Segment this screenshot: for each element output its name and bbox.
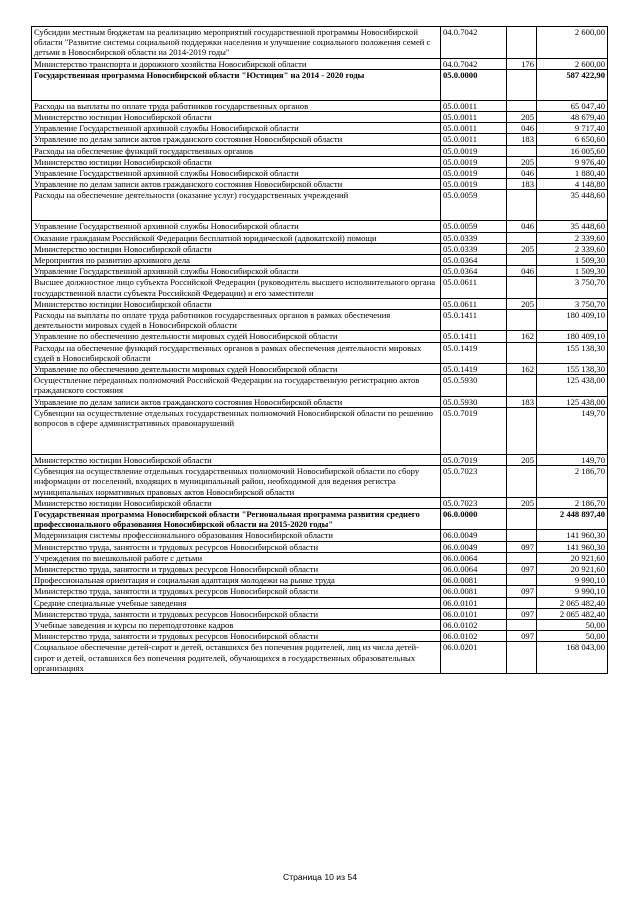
- row-name-cell: Социальное обеспечение детей-сирот и детей, оставшихся без попечения родителей, лиц из числа детей-сирот и детей, оставшихся без попечения родителей, обучающихся в государственных образовательных организациях: [32, 642, 441, 674]
- row-amount-cell: 2 339,60: [537, 243, 608, 254]
- row-amount-cell: 2 186,70: [537, 466, 608, 498]
- row-amount-cell: 35 448,60: [537, 190, 608, 221]
- table-row: [32, 69, 608, 100]
- row-code-cell: 05.0.0059: [441, 190, 507, 221]
- row-code-cell: 05.0.0019: [441, 156, 507, 167]
- row-amount-cell: 3 750,70: [537, 277, 608, 298]
- row-code-cell: 05.0.7023: [441, 466, 507, 498]
- row-amount-cell: 4 148,80: [537, 179, 608, 190]
- row-subcode-cell: 205: [507, 156, 537, 167]
- row-amount-cell: 6 650,60: [537, 134, 608, 145]
- row-amount-cell: 3 750,70: [537, 298, 608, 309]
- row-subcode-cell: [507, 100, 537, 111]
- row-code-cell: 05.0.0019: [441, 168, 507, 179]
- row-code-cell: 05.0.5930: [441, 396, 507, 407]
- row-subcode-cell: [507, 552, 537, 563]
- row-name-cell: Модернизация системы профессионального образования Новосибирской области: [32, 530, 441, 541]
- row-amount-cell: 155 138,30: [537, 364, 608, 375]
- row-name-cell: Министерство юстиции Новосибирской области: [32, 156, 441, 167]
- row-subcode-cell: [507, 27, 537, 59]
- table-row: [32, 396, 608, 407]
- table-row: [32, 608, 608, 619]
- row-name-cell: Высшее должностное лицо субъекта Российской Федерации (руководитель высшего исполнительного органа государственной власти субъекта Российской Федерации) и его заместители: [32, 277, 441, 298]
- row-name-cell: Управление по обеспечению деятельности мировых судей Новосибирской области: [32, 331, 441, 342]
- row-name-cell: Мероприятия по развитию архивного дела: [32, 255, 441, 266]
- row-name-cell: Министерство труда, занятости и трудовых ресурсов Новосибирской области: [32, 631, 441, 642]
- row-subcode-cell: 097: [507, 563, 537, 574]
- row-name-cell: Управление Государственной архивной службы Новосибирской области: [32, 123, 441, 134]
- row-name-cell: Государственная программа Новосибирской области "Региональная программа развития среднего профессионального образования Новосибирской области на 2015-2020 годы": [32, 508, 441, 529]
- row-subcode-cell: 183: [507, 396, 537, 407]
- row-amount-cell: 141 960,30: [537, 530, 608, 541]
- row-name-cell: Министерство юстиции Новосибирской области: [32, 497, 441, 508]
- row-code-cell: 05.0.0339: [441, 232, 507, 243]
- row-subcode-cell: [507, 232, 537, 243]
- row-subcode-cell: [507, 597, 537, 608]
- table-row: [32, 631, 608, 642]
- row-name-cell: Министерство юстиции Новосибирской области: [32, 243, 441, 254]
- row-subcode-cell: [507, 619, 537, 630]
- row-name-cell: Министерство юстиции Новосибирской области: [32, 298, 441, 309]
- row-subcode-cell: 183: [507, 134, 537, 145]
- row-name-cell: Расходы на выплаты по оплате труда работников государственных органов в рамках обеспечения деятельности мировых судей в Новосибирской области: [32, 310, 441, 331]
- row-subcode-cell: [507, 342, 537, 363]
- row-name-cell: Министерство юстиции Новосибирской области: [32, 112, 441, 123]
- row-amount-cell: 9 990,10: [537, 586, 608, 597]
- row-code-cell: 04.0.7042: [441, 58, 507, 69]
- row-amount-cell: 2 600,00: [537, 27, 608, 59]
- row-code-cell: 06.0.0102: [441, 631, 507, 642]
- row-code-cell: 05.0.0000: [441, 69, 507, 100]
- row-subcode-cell: [507, 69, 537, 100]
- row-amount-cell: 125 438,00: [537, 375, 608, 396]
- row-code-cell: 06.0.0049: [441, 530, 507, 541]
- table-row: [32, 112, 608, 123]
- row-name-cell: Управление по делам записи актов гражданского состояния Новосибирской области: [32, 396, 441, 407]
- table-row: [32, 27, 608, 59]
- row-code-cell: 05.0.0611: [441, 277, 507, 298]
- row-amount-cell: 1 880,40: [537, 168, 608, 179]
- row-subcode-cell: [507, 407, 537, 454]
- row-amount-cell: 50,00: [537, 619, 608, 630]
- row-subcode-cell: 046: [507, 123, 537, 134]
- row-name-cell: Расходы на обеспечение функций государственных органов: [32, 145, 441, 156]
- row-amount-cell: 168 043,00: [537, 642, 608, 674]
- row-amount-cell: 20 921,60: [537, 552, 608, 563]
- row-name-cell: Расходы на обеспечение функций государственных органов в рамках обеспечения деятельности мировых судей в Новосибирской области: [32, 342, 441, 363]
- row-code-cell: 06.0.0101: [441, 608, 507, 619]
- table-row: [32, 586, 608, 597]
- row-subcode-cell: [507, 310, 537, 331]
- table-row: [32, 123, 608, 134]
- row-amount-cell: 180 409,10: [537, 310, 608, 331]
- row-code-cell: 06.0.0081: [441, 586, 507, 597]
- row-subcode-cell: 097: [507, 541, 537, 552]
- table-row: [32, 255, 608, 266]
- table-row: [32, 642, 608, 674]
- row-subcode-cell: 046: [507, 221, 537, 232]
- row-name-cell: Министерство труда, занятости и трудовых ресурсов Новосибирской области: [32, 608, 441, 619]
- row-name-cell: Профессиональная ориентация и социальная адаптация молодежи на рынке труда: [32, 575, 441, 586]
- table-row: [32, 156, 608, 167]
- table-row: [32, 541, 608, 552]
- row-amount-cell: 1 509,30: [537, 255, 608, 266]
- table-row: [32, 552, 608, 563]
- row-code-cell: 05.0.1411: [441, 331, 507, 342]
- table-row: [32, 407, 608, 454]
- row-code-cell: 05.0.1419: [441, 342, 507, 363]
- row-amount-cell: 149,70: [537, 407, 608, 454]
- row-code-cell: 06.0.0064: [441, 552, 507, 563]
- row-amount-cell: 2 065 482,40: [537, 608, 608, 619]
- row-subcode-cell: [507, 530, 537, 541]
- table-row: [32, 497, 608, 508]
- table-row: [32, 331, 608, 342]
- table-row: [32, 310, 608, 331]
- table-row: [32, 266, 608, 277]
- row-name-cell: Управление Государственной архивной службы Новосибирской области: [32, 168, 441, 179]
- row-subcode-cell: 205: [507, 497, 537, 508]
- table-row: [32, 466, 608, 498]
- table-row: [32, 190, 608, 221]
- row-name-cell: Оказание гражданам Российской Федерации бесплатной юридической (адвокатской) помощи: [32, 232, 441, 243]
- row-code-cell: 05.0.0611: [441, 298, 507, 309]
- table-row: [32, 597, 608, 608]
- table-row: [32, 342, 608, 363]
- row-code-cell: 05.0.1411: [441, 310, 507, 331]
- row-amount-cell: 9 976,40: [537, 156, 608, 167]
- row-subcode-cell: 097: [507, 586, 537, 597]
- row-code-cell: 05.0.0011: [441, 123, 507, 134]
- table-row: [32, 179, 608, 190]
- table-row: [32, 168, 608, 179]
- row-subcode-cell: [507, 642, 537, 674]
- budget-table: [31, 26, 608, 674]
- row-code-cell: 06.0.0102: [441, 619, 507, 630]
- row-amount-cell: 9 990,10: [537, 575, 608, 586]
- row-name-cell: Управление Государственной архивной службы Новосибирской области: [32, 266, 441, 277]
- table-row: [32, 619, 608, 630]
- row-code-cell: 06.0.0064: [441, 563, 507, 574]
- row-code-cell: 05.0.0011: [441, 112, 507, 123]
- row-amount-cell: 2 339,60: [537, 232, 608, 243]
- row-name-cell: Государственная программа Новосибирской области "Юстиция" на 2014 - 2020 годы: [32, 69, 441, 100]
- row-code-cell: 06.0.0049: [441, 541, 507, 552]
- row-subcode-cell: [507, 575, 537, 586]
- row-name-cell: Расходы на выплаты по оплате труда работников государственных органов: [32, 100, 441, 111]
- table-row: [32, 563, 608, 574]
- row-name-cell: Учебные заведения и курсы по переподготовке кадров: [32, 619, 441, 630]
- row-amount-cell: 2 186,70: [537, 497, 608, 508]
- row-amount-cell: 2 600,00: [537, 58, 608, 69]
- row-subcode-cell: 205: [507, 243, 537, 254]
- row-code-cell: 05.0.0011: [441, 134, 507, 145]
- table-row: [32, 575, 608, 586]
- row-subcode-cell: 162: [507, 331, 537, 342]
- row-name-cell: Управление по делам записи актов гражданского состояния Новосибирской области: [32, 179, 441, 190]
- row-amount-cell: 1 509,30: [537, 266, 608, 277]
- row-amount-cell: 20 921,60: [537, 563, 608, 574]
- row-amount-cell: 155 138,30: [537, 342, 608, 363]
- row-name-cell: Учреждения по внешкольной работе с детьми: [32, 552, 441, 563]
- row-subcode-cell: 097: [507, 631, 537, 642]
- row-amount-cell: 149,70: [537, 454, 608, 465]
- row-subcode-cell: 205: [507, 112, 537, 123]
- row-code-cell: 05.0.0059: [441, 221, 507, 232]
- row-name-cell: Министерство юстиции Новосибирской области: [32, 454, 441, 465]
- row-subcode-cell: [507, 508, 537, 529]
- row-code-cell: 05.0.0019: [441, 179, 507, 190]
- row-amount-cell: 2 448 897,40: [537, 508, 608, 529]
- table-row: [32, 221, 608, 232]
- table-row: [32, 530, 608, 541]
- row-amount-cell: 50,00: [537, 631, 608, 642]
- table-row: [32, 277, 608, 298]
- row-subcode-cell: 205: [507, 454, 537, 465]
- row-subcode-cell: 176: [507, 58, 537, 69]
- row-amount-cell: 125 438,00: [537, 396, 608, 407]
- row-name-cell: Управление Государственной архивной службы Новосибирской области: [32, 221, 441, 232]
- row-code-cell: 05.0.5930: [441, 375, 507, 396]
- row-code-cell: 04.0.7042: [441, 27, 507, 59]
- row-amount-cell: 35 448,60: [537, 221, 608, 232]
- row-name-cell: Управление по делам записи актов гражданского состояния Новосибирской области: [32, 134, 441, 145]
- row-code-cell: 05.0.7019: [441, 454, 507, 465]
- row-subcode-cell: [507, 255, 537, 266]
- table-row: [32, 58, 608, 69]
- table-row: [32, 134, 608, 145]
- row-name-cell: Министерство труда, занятости и трудовых ресурсов Новосибирской области: [32, 563, 441, 574]
- budget-document-page: [31, 26, 607, 674]
- row-subcode-cell: 183: [507, 179, 537, 190]
- row-subcode-cell: [507, 190, 537, 221]
- table-row: [32, 243, 608, 254]
- table-row: [32, 298, 608, 309]
- row-amount-cell: 65 047,40: [537, 100, 608, 111]
- row-code-cell: 05.0.0364: [441, 255, 507, 266]
- row-code-cell: 05.0.0364: [441, 266, 507, 277]
- budget-table-body: [32, 27, 608, 674]
- table-row: [32, 454, 608, 465]
- table-row: [32, 100, 608, 111]
- row-name-cell: Министерство труда, занятости и трудовых ресурсов Новосибирской области: [32, 541, 441, 552]
- row-subcode-cell: 097: [507, 608, 537, 619]
- row-amount-cell: 587 422,90: [537, 69, 608, 100]
- row-code-cell: 05.0.1419: [441, 364, 507, 375]
- page-footer: Страница 10 из 54: [283, 872, 357, 882]
- row-name-cell: Субвенции на осуществление отдельных государственных полномочий Новосибирской области по решению вопросов в сфере административных правонарушений: [32, 407, 441, 454]
- row-code-cell: 05.0.7023: [441, 497, 507, 508]
- table-row: [32, 364, 608, 375]
- row-subcode-cell: [507, 277, 537, 298]
- row-amount-cell: 9 717,40: [537, 123, 608, 134]
- row-name-cell: Средние специальные учебные заведения: [32, 597, 441, 608]
- table-row: [32, 508, 608, 529]
- row-name-cell: Осуществление переданных полномочий Российской Федерации на государственную регистрацию актов гражданского состояния: [32, 375, 441, 396]
- row-amount-cell: 2 065 482,40: [537, 597, 608, 608]
- row-subcode-cell: 205: [507, 298, 537, 309]
- table-row: [32, 145, 608, 156]
- row-name-cell: Субвенция на осуществление отдельных государственных полномочий Новосибирской области по сбору информации от поселений, входящих в муниципальный район, необходимой для ведения регистра муниципальных нормативных правовых актов Новосибирской области: [32, 466, 441, 498]
- row-subcode-cell: [507, 145, 537, 156]
- row-subcode-cell: 046: [507, 168, 537, 179]
- row-code-cell: 06.0.0201: [441, 642, 507, 674]
- row-amount-cell: 141 960,30: [537, 541, 608, 552]
- row-code-cell: 06.0.0081: [441, 575, 507, 586]
- row-code-cell: 06.0.0101: [441, 597, 507, 608]
- row-amount-cell: 180 409,10: [537, 331, 608, 342]
- row-subcode-cell: 046: [507, 266, 537, 277]
- row-code-cell: 05.0.0011: [441, 100, 507, 111]
- row-subcode-cell: [507, 466, 537, 498]
- row-code-cell: 06.0.0000: [441, 508, 507, 529]
- row-name-cell: Министерство труда, занятости и трудовых ресурсов Новосибирской области: [32, 586, 441, 597]
- row-amount-cell: 48 679,40: [537, 112, 608, 123]
- row-code-cell: 05.0.0339: [441, 243, 507, 254]
- row-name-cell: Управление по обеспечению деятельности мировых судей Новосибирской области: [32, 364, 441, 375]
- row-name-cell: Министерство транспорта и дорожного хозяйства Новосибирской области: [32, 58, 441, 69]
- row-code-cell: 05.0.7019: [441, 407, 507, 454]
- row-name-cell: Субсидии местным бюджетам на реализацию мероприятий государственной программы Новосибирской области "Развитие системы социальной поддержки населения и улучшение социального положения семей с детьми в Новосибирской области на 2014-2019 годы": [32, 27, 441, 59]
- row-code-cell: 05.0.0019: [441, 145, 507, 156]
- table-row: [32, 375, 608, 396]
- row-name-cell: Расходы на обеспечение деятельности (оказание услуг) государственных учреждений: [32, 190, 441, 221]
- row-subcode-cell: 162: [507, 364, 537, 375]
- row-amount-cell: 16 005,60: [537, 145, 608, 156]
- row-subcode-cell: [507, 375, 537, 396]
- table-row: [32, 232, 608, 243]
